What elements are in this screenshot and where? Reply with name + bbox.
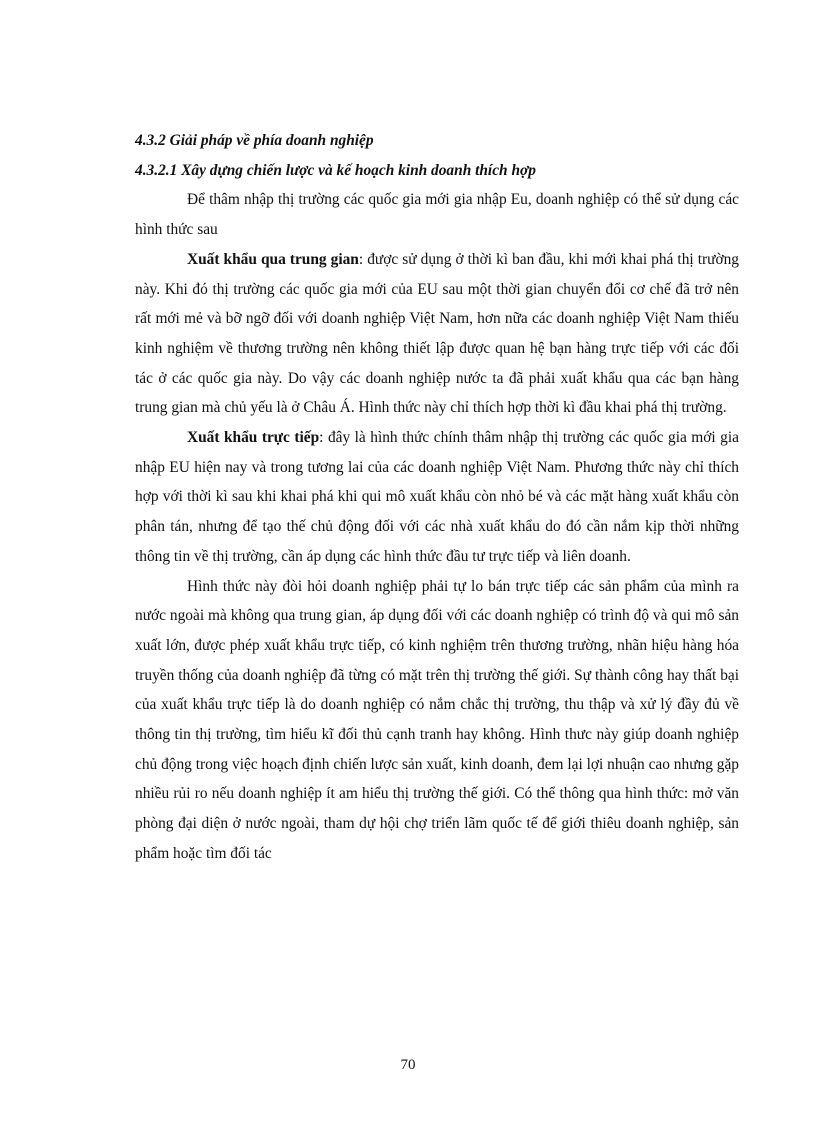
direct-export-term: Xuất khẩu trực tiếp [187, 429, 320, 447]
section-heading: 4.3.2 Giải pháp về phía doanh nghiệp [135, 132, 374, 149]
intermediary-export-paragraph [135, 245, 739, 423]
direct-export-text: : đây là hình thức chính thâm nhập thị trường các quốc gia mới gia nhập EU hiện nay và trong tương lai của các doanh nghiệp Việt Nam. Phương thức này chỉ thích hợp với thời kì sau khi khai phá khi qui mô xuất khẩu còn nhỏ bé và các mặt hàng xuất khẩu còn phân tán, nhưng để tạo thế chủ động đối với các nhà xuất khẩu do đó cần nắm kịp thời những thông tin về thị trường, cần áp dụng các hình thức đầu tư trực tiếp và liên doanh. [135, 429, 739, 565]
intermediary-export-text: : được sử dụng ở thời kì ban đầu, khi mới khai phá thị trường này. Khi đó thị trường các quốc gia mới của EU sau một thời gian chuyển đổi cơ chế đã trở nên rất mới mẻ và bỡ ngỡ đối với doanh nghiệp Việt Nam, hơn nữa các doanh nghiệp Việt Nam thiếu kinh nghiệm về thương trường nên không thiết lập được quan hệ bạn hàng trực tiếp với các đối tác ở các quốc gia này. Do vậy các doanh nghiệp nước ta đã phải xuất khẩu qua các bạn hàng trung gian mà chủ yếu là ở Châu Á. Hình thức này chỉ thích hợp thời kì đầu khai phá thị trường. [135, 250, 739, 417]
direct-export-paragraph [135, 423, 739, 572]
intermediary-export-term: Xuất khẩu qua trung gian [187, 250, 359, 268]
page-content [135, 126, 739, 869]
page-number: 70 [400, 1057, 416, 1073]
intro-paragraph: Để thâm nhập thị trường các quốc gia mới gia nhập Eu, doanh nghiệp có thể sử dụng các hình thức sau [135, 191, 739, 239]
subsection-heading: 4.3.2.1 Xây dựng chiến lược và kế hoạch kinh doanh thích hợp [135, 161, 536, 179]
direct-export-detail-paragraph: Hình thức này đòi hỏi doanh nghiệp phải tự lo bán trực tiếp các sản phẩm của mình ra nước ngoài mà không qua trung gian, áp dụng đối với các doanh nghiệp có trình độ và qui mô sản xuất lớn, được phép xuất khẩu trực tiếp, có kinh nghiệm trên thương trường, nhãn hiệu hàng hóa truyền thống của doanh nghiệp đã từng có mặt trên thị trường thế giới. Sự thành công hay thất bại của xuất khẩu trực tiếp là do doanh nghiệp có nắm chắc thị trường, thu thập và xử lý đầy đủ về thông tin thị trường, tìm hiểu kĩ đối thủ cạnh tranh hay không. Hình thưc này giúp doanh nghiệp chủ động trong việc hoạch định chiến lược sản xuất, kinh doanh, đem lại lợi nhuận cao nhưng gặp nhiều rủi ro nếu doanh nghiệp ít am hiểu thị trường thế giới. Có thể thông qua hình thức: mở văn phòng đại diện ở nước ngoài, tham dự hội chợ triển lãm quốc tế để giới thiêu doanh nghiệp, sản phẩm hoặc tìm đối tác [135, 577, 739, 862]
